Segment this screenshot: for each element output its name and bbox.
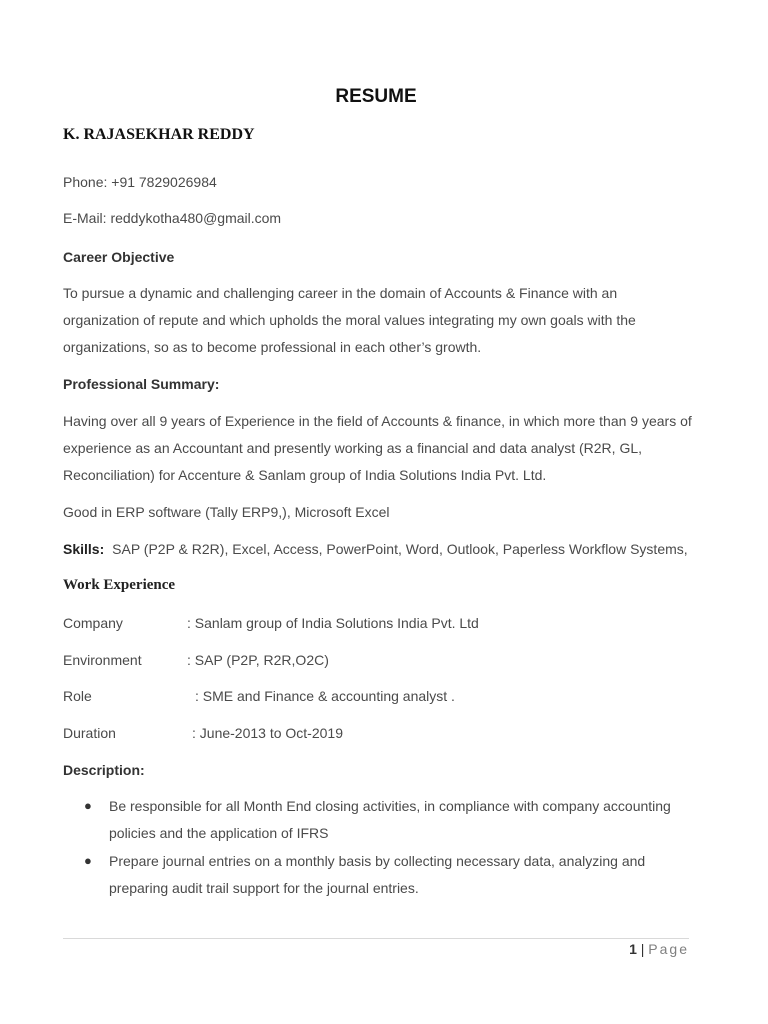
duration-label: Duration xyxy=(63,725,116,741)
page-label: Page xyxy=(648,941,689,957)
footer-divider xyxy=(63,938,689,939)
candidate-name: K. RAJASEKHAR REDDY xyxy=(63,126,255,143)
description-heading: Description: xyxy=(63,762,145,778)
description-bullet-2: Prepare journal entries on a monthly basis by collecting necessary data, analyzing and preparing audit trail support for the journal entries. xyxy=(109,853,646,896)
description-bullet-1: Be responsible for all Month End closing activities, in compliance with company accounting policies and the application of IFRS xyxy=(109,798,671,841)
role-value: : SME and Finance & accounting analyst . xyxy=(195,688,455,704)
duration-value: : June-2013 to Oct-2019 xyxy=(192,725,343,741)
professional-summary-text: Having over all 9 years of Experience in the field of Accounts & finance, in which more than 9 years of experience as an Accountant and presently working as a financial and data analyst (R2R, GL, Reconciliation) for Accenture & Sanlam group of India Solutions India Pvt. Ltd. xyxy=(63,413,692,483)
page-number: 1 xyxy=(629,941,637,957)
work-experience-heading: Work Experience xyxy=(63,577,176,593)
erp-line: Good in ERP software (Tally ERP9,), Microsoft Excel xyxy=(63,504,390,520)
skills-label: Skills: xyxy=(63,541,105,557)
bullet-dot-icon: ● xyxy=(84,798,92,813)
company-value: : Sanlam group of India Solutions India Pvt. Ltd xyxy=(187,615,479,631)
document-title: RESUME xyxy=(335,86,417,107)
skills-line xyxy=(63,541,688,557)
environment-label: Environment xyxy=(63,652,142,668)
bullet-dot-icon: ● xyxy=(84,853,92,868)
email-line: E-Mail: reddykotha480@gmail.com xyxy=(63,210,282,226)
phone-line: Phone: +91 7829026984 xyxy=(63,174,217,190)
company-label: Company xyxy=(63,615,123,631)
role-label: Role xyxy=(63,688,92,704)
professional-summary-heading: Professional Summary: xyxy=(63,376,220,392)
environment-value: : SAP (P2P, R2R,O2C) xyxy=(187,652,329,668)
career-objective-text: To pursue a dynamic and challenging career in the domain of Accounts & Finance with an organization of repute and which upholds the moral values integrating my own goals with the organizations, so as to become professional in each other’s growth. xyxy=(63,285,636,355)
career-objective-heading: Career Objective xyxy=(63,249,175,265)
footer-separator: | xyxy=(640,941,645,957)
page-footer xyxy=(629,941,689,957)
skills-text: SAP (P2P & R2R), Excel, Access, PowerPoint, Word, Outlook, Paperless Workflow Systems, xyxy=(112,541,688,557)
